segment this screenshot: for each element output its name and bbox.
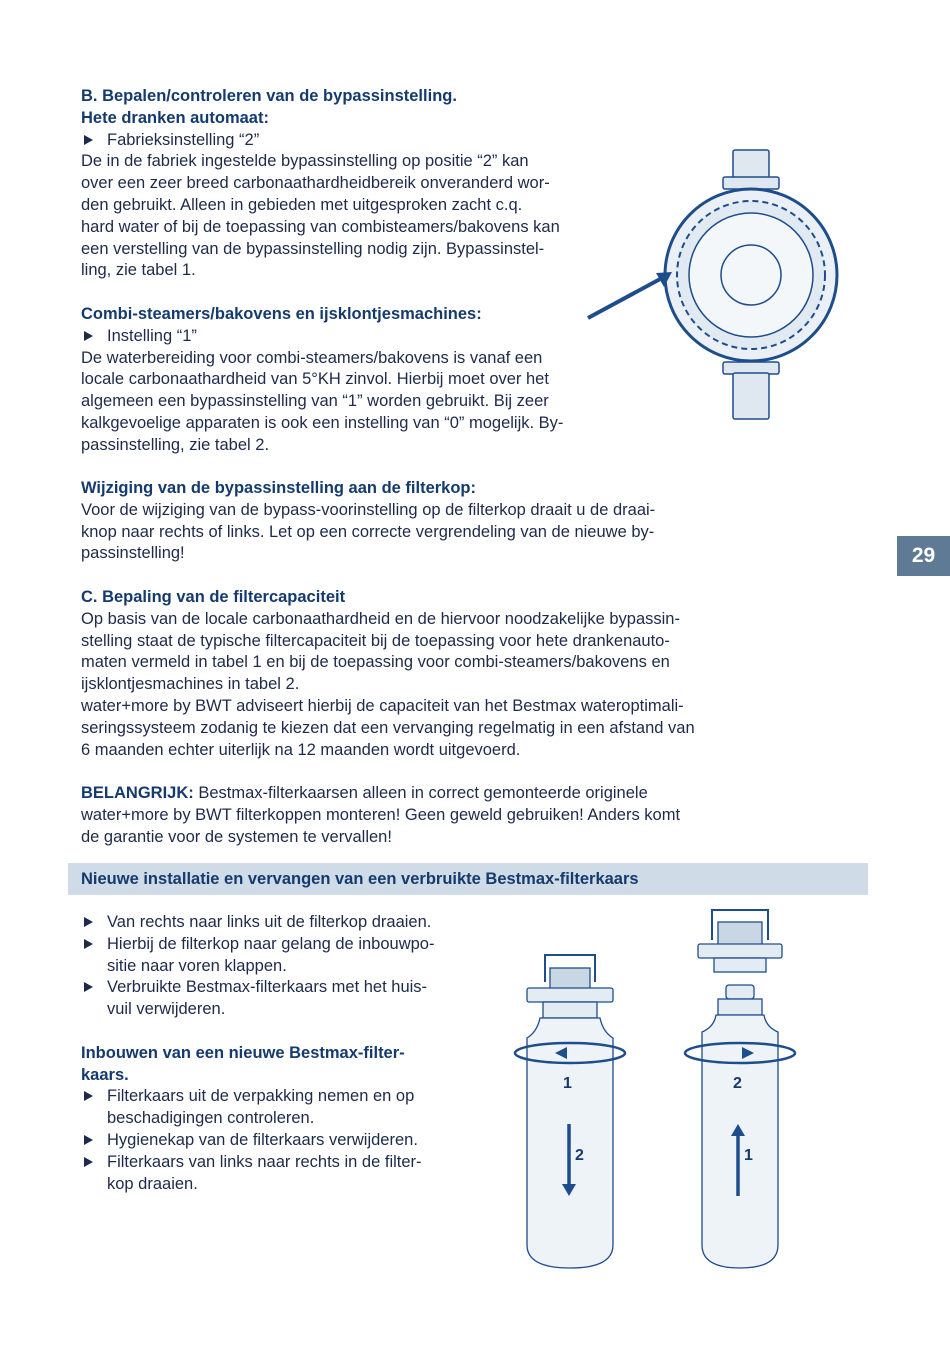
text-line: beschadigingen controleren. [107, 1109, 315, 1128]
step-number-label: 1 [563, 1075, 572, 1092]
step-bullet [81, 1152, 471, 1196]
setting-bullet: Instelling “1” [81, 326, 621, 348]
text-line: De waterbereiding voor combi-steamers/bakovens is vanaf een [81, 348, 543, 367]
text-line: passinstelling! [81, 544, 185, 563]
filter-head-illustration [580, 140, 850, 430]
text-line: maten vermeld in tabel 1 en bij de toepassing voor combi-steamers/bakovens en [81, 653, 670, 672]
text-line: De in de fabriek ingestelde bypassinstelling op positie “2” kan [81, 152, 529, 171]
step-bullet [81, 934, 471, 978]
capacity-heading: C. Bepaling van de filtercapaciteit [81, 587, 346, 606]
important-label: BELANGRIJK: [81, 784, 194, 803]
step-number-label: 2 [733, 1075, 742, 1092]
section-c [81, 478, 761, 849]
text-line: kaars. [81, 1065, 129, 1084]
step-number-label: 1 [744, 1147, 753, 1164]
cartridge-install-illustration [680, 900, 810, 1275]
text-line: Hierbij de filterkop naar gelang de inbouwpo- [107, 934, 435, 953]
install-heading [81, 1043, 471, 1087]
text-line: 6 maanden echter uiterlijk na 12 maanden wordt uitgevoerd. [81, 740, 521, 759]
important-note [81, 783, 761, 805]
text-line: ijsklontjesmachines in tabel 2. [81, 675, 300, 694]
cartridge-removal-illustration [505, 940, 635, 1275]
text-line: ling, zie tabel 1. [81, 261, 196, 280]
section-bar: Nieuwe installatie en vervangen van een verbruikte Bestmax-filterkaars [68, 863, 868, 895]
text-line: kalkgevoelige apparaten is ook een instelling van “0” mogelijk. By- [81, 413, 564, 432]
text-line: locale carbonaathardheid van 5°KH zinvol. Hierbij moet over het [81, 370, 549, 389]
text-line: knop naar rechts of links. Let op een correcte vergrendeling van de nieuwe by- [81, 522, 655, 541]
step-bullet: Van rechts naar links uit de filterkop draaien. [81, 912, 471, 934]
text-line: sitie naar voren klappen. [107, 956, 287, 975]
text-line: Verbruikte Bestmax-filterkaars met het huis- [107, 978, 428, 997]
step-bullet: Hygienekap van de filterkaars verwijderen. [81, 1130, 471, 1152]
text-line: den gebruikt. Alleen in gebieden met uitgesproken zacht c.q. [81, 195, 523, 214]
step-number-label: 2 [575, 1147, 584, 1164]
text-line: kop draaien. [107, 1174, 198, 1193]
text-line: Filterkaars van links naar rechts in de filter- [107, 1152, 422, 1171]
text-line: hard water of bij de toepassing van combisteamers/bakovens kan [81, 217, 560, 236]
text-line: stelling staat de typische filtercapaciteit bij de toepassing voor hete drankenauto- [81, 631, 670, 650]
change-heading: Wijziging van de bypassinstelling aan de filterkop: [81, 479, 477, 497]
hot-drinks-heading: Hete dranken automaat: [81, 108, 269, 127]
text-line: seringssysteem zodanig te kiezen dat een vervanging regelmatig in een afstand van [81, 718, 695, 737]
section-b-heading: B. Bepalen/controleren van de bypassinstelling. [81, 87, 457, 105]
text-line: de garantie voor de systemen te vervallen! [81, 827, 392, 846]
replacement-steps [81, 912, 471, 1195]
text-line: water+more by BWT filterkoppen monteren! Geen geweld gebruiken! Anders komt [81, 805, 681, 824]
text-line: een verstelling van de bypassinstelling nodig zijn. Bypassinstel- [81, 239, 545, 258]
page-number: 29 [897, 536, 950, 576]
text-line: passinstelling, zie tabel 2. [81, 435, 270, 454]
text-line: Voor de wijziging van de bypass-voorinstelling op de filterkop draait u de draai- [81, 500, 656, 519]
factory-setting-bullet: Fabrieksinstelling “2” [81, 130, 621, 152]
text-line: Inbouwen van een nieuwe Bestmax-filter- [81, 1043, 405, 1062]
text-line: Op basis van de locale carbonaathardheid en de hiervoor noodzakelijke bypassin- [81, 609, 680, 628]
combi-heading: Combi-steamers/bakovens en ijsklontjesmachines: [81, 304, 482, 323]
section-b [81, 86, 621, 478]
text-line: algemeen een bypassinstelling van “1” worden gebruikt. Bij zeer [81, 392, 549, 411]
text-line: Bestmax-filterkaarsen alleen in correct gemonteerde originele [193, 784, 648, 803]
step-bullet [81, 1086, 471, 1130]
step-bullet [81, 977, 471, 1021]
text-line: vuil verwijderen. [107, 1000, 226, 1019]
text-line: over een zeer breed carbonaathardheidbereik onveranderd wor- [81, 174, 550, 193]
text-line: water+more by BWT adviseert hierbij de capaciteit van het Bestmax wateroptimali- [81, 696, 684, 715]
text-line: Filterkaars uit de verpakking nemen en op [107, 1087, 415, 1106]
